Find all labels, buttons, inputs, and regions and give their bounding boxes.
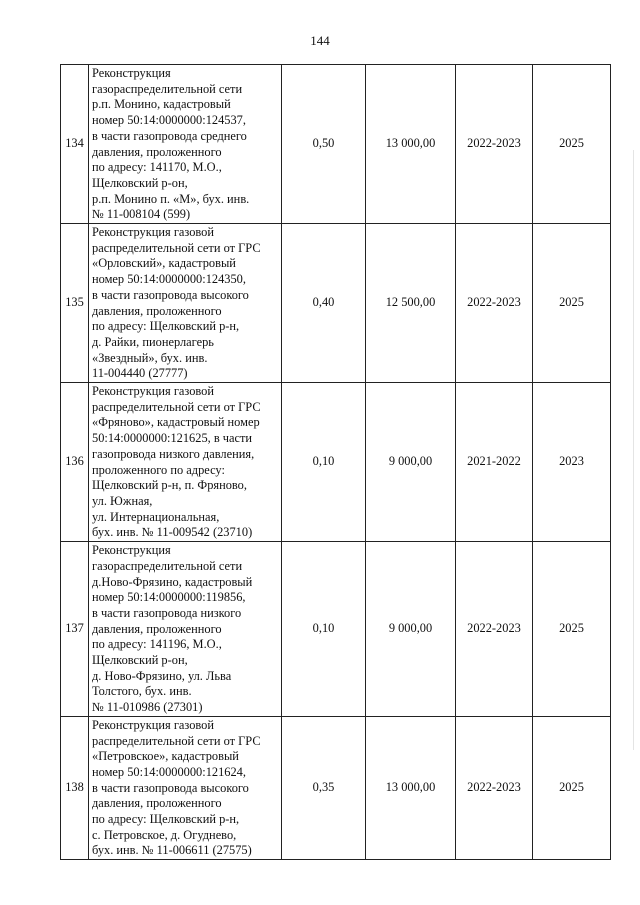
object-description: Реконструкция газораспределительной сети р.п. Монино, кадастровый номер 50:14:0000000:124537, в части газопровода среднего давления, проложенного по адресу: 141170, М.О., Щелковский р-он, р.п. Монино п. «М», бух. инв. № 11-008104 (599) <box>89 65 282 224</box>
length-cell: 0,10 <box>282 542 366 717</box>
period-cell: 2021-2022 <box>456 383 533 542</box>
period-cell: 2022-2023 <box>456 224 533 383</box>
page-number: 144 <box>310 33 330 48</box>
length-cell: 0,50 <box>282 65 366 224</box>
row-number: 136 <box>61 383 89 542</box>
object-description: Реконструкция газовой распределительной сети от ГРС «Петровское», кадастровый номер 50:14:0000000:121624, в части газопровода высокого давления, проложенного по адресу: Щелковский р-н, с. Петровское, д. Огуднево, бух. инв. № 11-006611 (27575) <box>89 716 282 859</box>
table-row <box>61 716 611 859</box>
period-cell: 2022-2023 <box>456 542 533 717</box>
length-cell: 0,40 <box>282 224 366 383</box>
row-number: 137 <box>61 542 89 717</box>
table-row <box>61 542 611 717</box>
year-cell: 2025 <box>533 716 611 859</box>
length-cell: 0,10 <box>282 383 366 542</box>
year-cell: 2025 <box>533 542 611 717</box>
row-number: 138 <box>61 716 89 859</box>
row-number: 135 <box>61 224 89 383</box>
cost-cell: 13 000,00 <box>366 65 456 224</box>
period-cell: 2022-2023 <box>456 65 533 224</box>
table-row <box>61 65 611 224</box>
table-row <box>61 224 611 383</box>
year-cell: 2023 <box>533 383 611 542</box>
cost-cell: 9 000,00 <box>366 542 456 717</box>
cost-cell: 12 500,00 <box>366 224 456 383</box>
cost-cell: 9 000,00 <box>366 383 456 542</box>
object-description: Реконструкция газовой распределительной сети от ГРС «Фряново», кадастровый номер 50:14:0000000:121625, в части газопровода низкого давления, проложенного по адресу: Щелковский р-н, п. Фряново, ул. Южная, ул. Интернациональная, бух. инв. № 11-009542 (23710) <box>89 383 282 542</box>
cost-cell: 13 000,00 <box>366 716 456 859</box>
period-cell: 2022-2023 <box>456 716 533 859</box>
table-row <box>61 383 611 542</box>
year-cell: 2025 <box>533 65 611 224</box>
scan-edge-line <box>633 150 634 750</box>
row-number: 134 <box>61 65 89 224</box>
reconstruction-table <box>60 64 611 860</box>
length-cell: 0,35 <box>282 716 366 859</box>
object-description: Реконструкция газораспределительной сети д.Ново-Фрязино, кадастровый номер 50:14:0000000:119856, в части газопровода низкого давления, проложенного по адресу: 141196, М.О., Щелковский р-он, д. Ново-Фрязино, ул. Льва Толстого, бух. инв. № 11-010986 (27301) <box>89 542 282 717</box>
object-description: Реконструкция газовой распределительной сети от ГРС «Орловский», кадастровый номер 50:14:0000000:124350, в части газопровода высокого давления, проложенного по адресу: Щелковский р-н, д. Райки, пионерлагерь «Звездный», бух. инв. 11-004440 (27777) <box>89 224 282 383</box>
year-cell: 2025 <box>533 224 611 383</box>
